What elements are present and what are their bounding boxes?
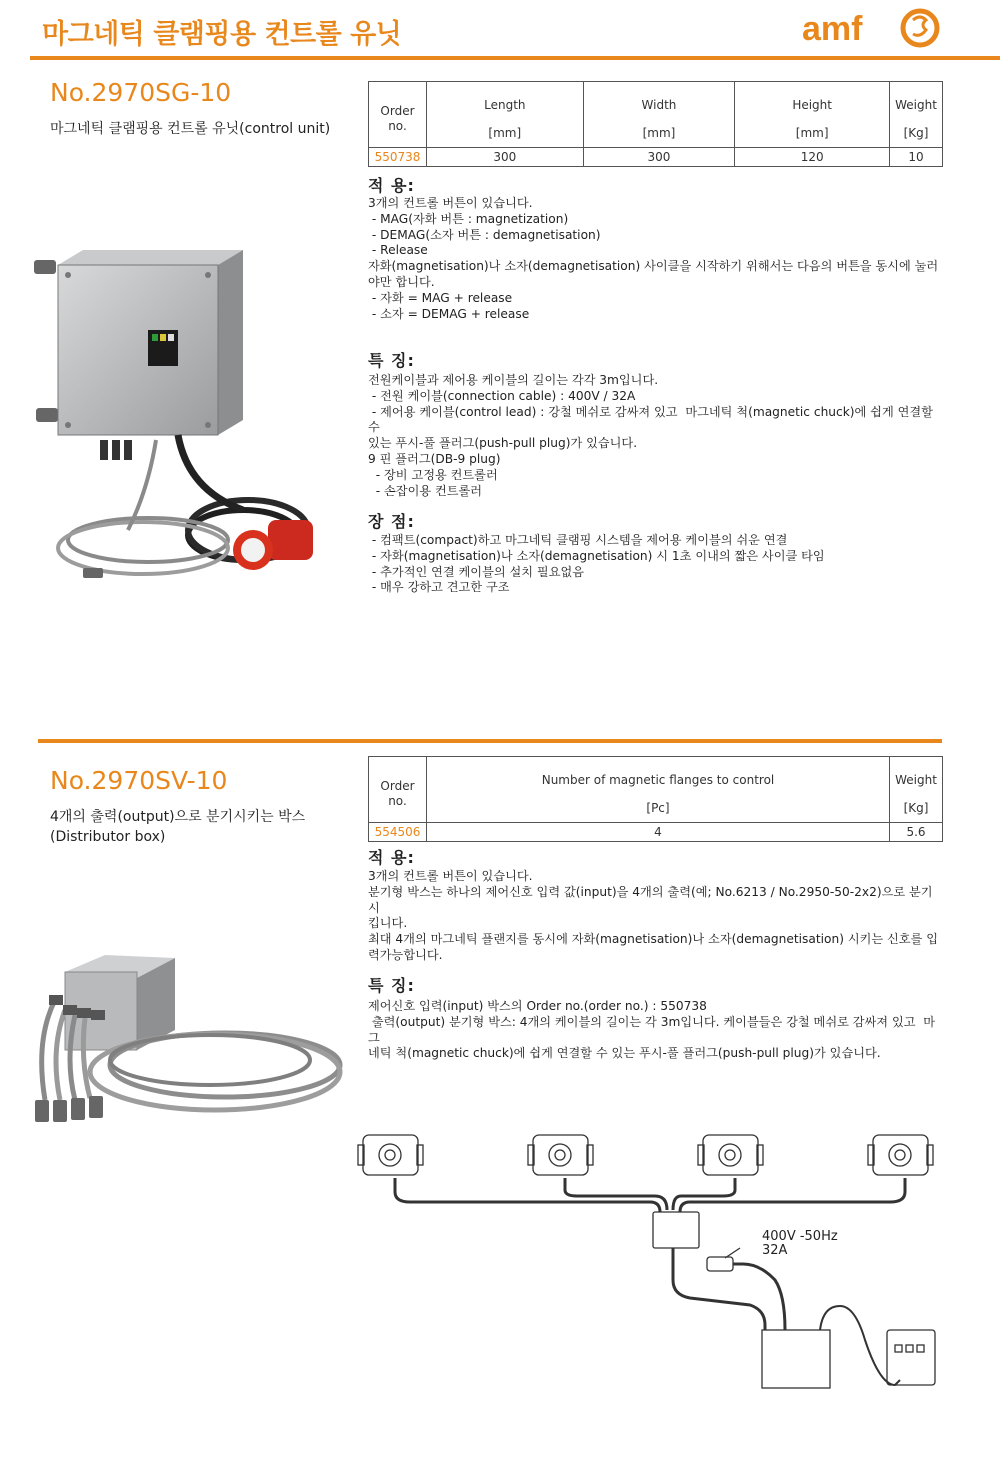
table-cell: 5.6 bbox=[890, 823, 943, 842]
wiring-diagram bbox=[355, 1130, 945, 1400]
description-line: (Distributor box) bbox=[50, 829, 166, 845]
text-line: 전원케이블과 제어용 케이블의 길이는 각각 3m입니다. bbox=[368, 373, 659, 387]
table-cell: 120 bbox=[735, 148, 890, 167]
product2-features-text bbox=[368, 999, 943, 1062]
table-cell: 10 bbox=[890, 148, 943, 167]
column-header bbox=[426, 82, 583, 148]
product1-advantages-heading: 장 점: bbox=[368, 512, 415, 531]
column-name: Height bbox=[792, 98, 832, 112]
text-line: 킵니다. bbox=[368, 916, 408, 931]
text-line: - Release bbox=[368, 243, 428, 258]
column-header bbox=[583, 82, 735, 148]
description-line: 4개의 출력(output)으로 분기시키는 박스 bbox=[50, 809, 306, 825]
column-unit: [mm] bbox=[488, 126, 522, 140]
order-number-cell: 554506 bbox=[369, 823, 427, 842]
order-no-header-text: Order no. bbox=[380, 104, 415, 133]
magnetic-flange-4 bbox=[868, 1135, 933, 1175]
text-line: - 소자 = DEMAG + release bbox=[368, 306, 530, 321]
text-line: - DEMAG(소자 버튼 : demagnetisation) bbox=[368, 227, 601, 242]
column-name: Number of magnetic flanges to control bbox=[541, 773, 775, 787]
text-line: - 추가적인 연결 케이블의 설치 필요없음 bbox=[368, 564, 585, 579]
control-unit-photo bbox=[28, 230, 338, 600]
text-line: 있는 푸시-풀 플러그(push-pull plug)가 있습니다. bbox=[368, 436, 638, 451]
table-cell: 4 bbox=[426, 823, 889, 842]
magnetic-flange-3 bbox=[698, 1135, 763, 1175]
text-line: 3개의 컨트롤 버튼이 있습니다. bbox=[368, 869, 533, 883]
table-row bbox=[369, 823, 943, 842]
text-line: 자화(magnetisation)나 소자(demagnetisation) 사이클을 시작하기 위해서는 다음의 버튼을 동시에 눌러 bbox=[368, 259, 939, 274]
product1-features-text bbox=[368, 373, 943, 499]
product1-spec-table bbox=[368, 81, 943, 167]
text-line: 9 핀 플러그(DB-9 plug) bbox=[368, 451, 501, 466]
page-title: 마그네틱 클램핑용 컨트롤 유닛 bbox=[42, 19, 402, 50]
column-header bbox=[890, 82, 943, 148]
text-line: 최대 4개의 마그네틱 플랜지를 동시에 자화(magnetisation)나 소자(demagnetisation) 시키는 신호를 입 bbox=[368, 932, 939, 947]
table-row bbox=[369, 148, 943, 167]
text-line: - 자화 = MAG + release bbox=[368, 290, 513, 305]
current-label: 32A bbox=[762, 1243, 788, 1258]
text-line: - 제어용 케이블(control lead) : 강철 메쉬로 감싸져 있고 마그네틱 척(magnetic chuck)에 쉽게 연결할 수 bbox=[368, 404, 937, 435]
product1-features-heading: 특 징: bbox=[368, 351, 415, 370]
order-no-header bbox=[369, 757, 427, 823]
product2-features-heading: 특 징: bbox=[368, 976, 415, 995]
product2-spec-table bbox=[368, 756, 943, 842]
column-header bbox=[890, 757, 943, 823]
logo-text: amf bbox=[802, 10, 863, 48]
column-unit: [Kg] bbox=[903, 126, 929, 140]
text-line: - 자화(magnetisation)나 소자(demagnetisation) 시 1초 이내의 짧은 사이클 타임 bbox=[368, 548, 825, 563]
magnetic-flange-1 bbox=[358, 1135, 423, 1175]
table-cell: 300 bbox=[583, 148, 735, 167]
column-name: Weight bbox=[895, 98, 937, 112]
text-line: 야만 합니다. bbox=[368, 274, 435, 289]
text-line: 네틱 척(magnetic chuck)에 쉽게 연결할 수 있는 푸시-풀 플러그(push-pull plug)가 있습니다. bbox=[368, 1046, 881, 1061]
product1-advantages-text bbox=[368, 533, 943, 596]
column-name: Width bbox=[641, 98, 677, 112]
text-line: - 매우 강하고 견고한 구조 bbox=[368, 580, 510, 595]
product1-application-text bbox=[368, 196, 943, 322]
product2-description bbox=[50, 807, 305, 847]
column-unit: [mm] bbox=[795, 126, 829, 140]
text-line: - MAG(자화 버튼 : magnetization) bbox=[368, 211, 569, 226]
section-divider bbox=[38, 739, 942, 743]
text-line: - 컴팩트(compact)하고 마그네틱 클램핑 시스템을 제어용 케이블의 쉬운 연결 bbox=[368, 533, 788, 547]
text-line: 3개의 컨트롤 버튼이 있습니다. bbox=[368, 196, 533, 210]
magnetic-flange-2 bbox=[528, 1135, 593, 1175]
order-number-cell: 550738 bbox=[369, 148, 427, 167]
product1-application-heading: 적 용: bbox=[368, 176, 415, 195]
product1-description: 마그네틱 클램핑용 컨트롤 유닛(control unit) bbox=[50, 121, 331, 137]
text-line: - 전원 케이블(connection cable) : 400V / 32A bbox=[368, 388, 636, 403]
text-line: 출력(output) 분기형 박스: 4개의 케이블의 길이는 각 3m입니다. 케이블들은 강철 메쉬로 감싸져 있고 마그 bbox=[368, 1014, 936, 1045]
column-header bbox=[735, 82, 890, 148]
text-line: 제어신호 입력(input) 박스의 Order no.(order no.) : 550738 bbox=[368, 999, 707, 1013]
column-header bbox=[426, 757, 889, 823]
text-line: 력가능합니다. bbox=[368, 947, 443, 962]
amf-logo bbox=[802, 8, 942, 48]
table-cell: 300 bbox=[426, 148, 583, 167]
voltage-label: 400V -50Hz bbox=[762, 1229, 838, 1244]
product2-application-heading: 적 용: bbox=[368, 848, 415, 867]
text-line: - 장비 고정용 컨트롤러 bbox=[368, 467, 498, 482]
column-name: Weight bbox=[895, 773, 937, 787]
column-unit: [Pc] bbox=[646, 801, 670, 815]
column-name: Length bbox=[484, 98, 526, 112]
column-unit: [mm] bbox=[642, 126, 676, 140]
order-no-header bbox=[369, 82, 427, 148]
text-line: 분기형 박스는 하나의 제어신호 입력 값(input)을 4개의 출력(예; No.6213 / No.2950-50-2x2)으로 분기시 bbox=[368, 884, 933, 915]
product2-number: No.2970SV-10 bbox=[50, 766, 228, 795]
column-unit: [Kg] bbox=[903, 801, 929, 815]
product2-application-text bbox=[368, 869, 943, 964]
distributor-box-photo bbox=[25, 950, 355, 1135]
header-divider bbox=[30, 56, 1000, 60]
text-line: - 손잡이용 컨트롤러 bbox=[368, 483, 483, 498]
product1-number: No.2970SG-10 bbox=[50, 78, 232, 107]
order-no-header-text: Order no. bbox=[380, 779, 415, 808]
